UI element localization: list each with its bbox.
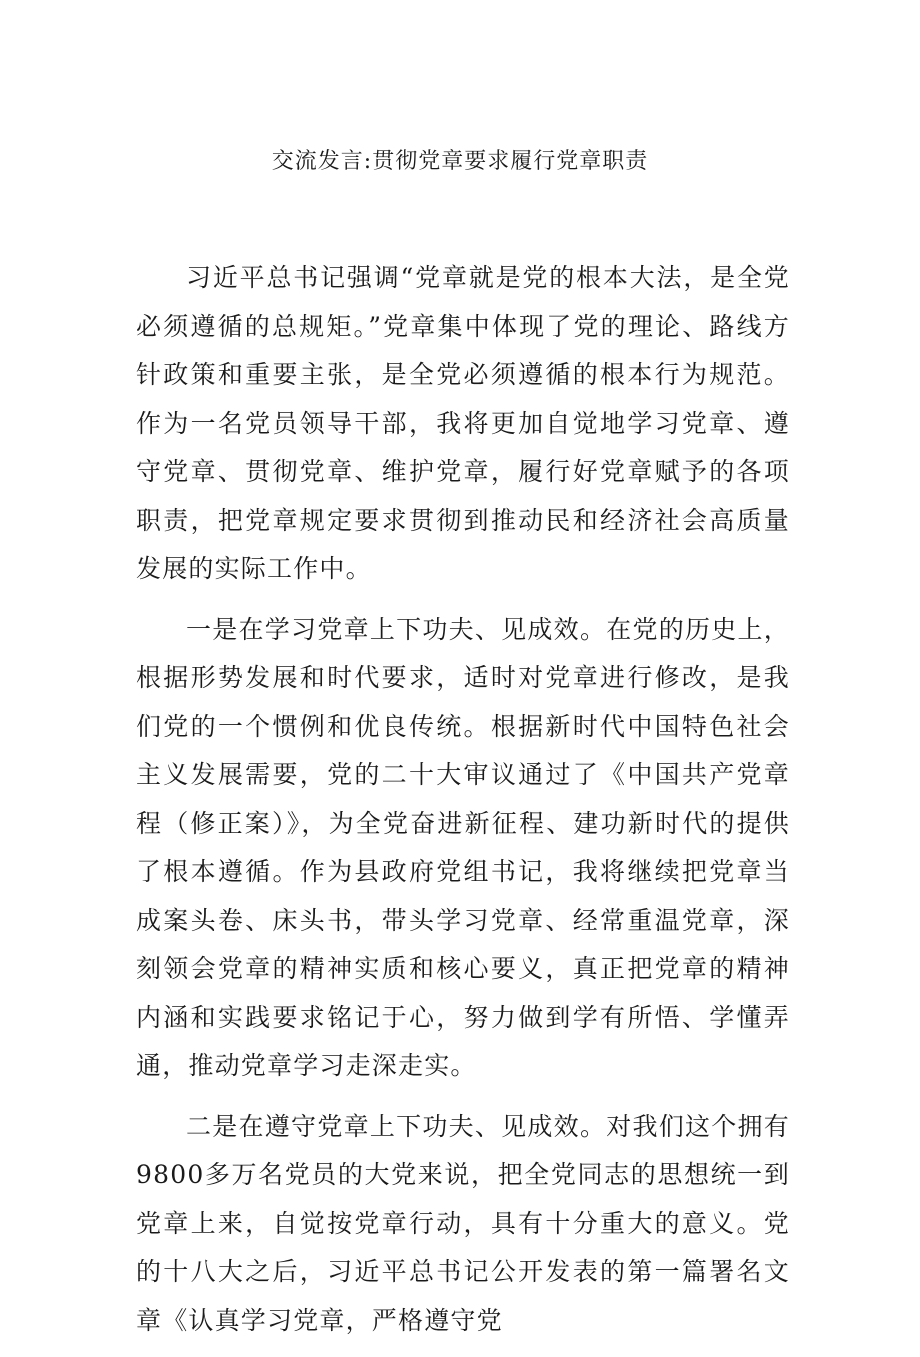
paragraph-intro: 习近平总书记强调“党章就是党的根本大法，是全党必须遵循的总规矩。”党章集中体现了党的理论、路线方针政策和重要主张，是全党必须遵循的根本行为规范。作为一名党员领导干部，我将更加自觉地学习党章、遵守党章、贯彻党章、维护党章，履行好党章赋予的各项职责，把党章规定要求贯彻到推动民和经济社会高质量发展的实际工作中。 <box>136 263 790 583</box>
paragraph-obey-charter: 二是在遵守党章上下功夫、见成效。对我们这个拥有9800多万名党员的大党来说，把全党同志的思想统一到党章上来，自觉按党章行动，具有十分重大的意义。党的十八大之后，习近平总书记公开发表的第一篇署名文章《认真学习党章，严格遵守党 <box>136 1111 790 1335</box>
document-title: 交流发言:贯彻党章要求履行党章职责 <box>271 149 649 174</box>
document-body <box>136 254 790 1357</box>
paragraph-study-charter: 一是在学习党章上下功夫、见成效。在党的历史上，根据形势发展和时代要求，适时对党章进行修改，是我们党的一个惯例和优良传统。根据新时代中国特色社会主义发展需要，党的二十大审议通过了《中国共产党章程（修正案）》，为全党奋进新征程、建功新时代的提供了根本遵循。作为县政府党组书记，我将继续把党章当成案头卷、床头书，带头学习党章、经常重温党章，深刻领会党章的精神实质和核心要义，真正把党章的精神内涵和实践要求铭记于心，努力做到学有所悟、学懂弄通，推动党章学习走深走实。 <box>136 614 790 1080</box>
